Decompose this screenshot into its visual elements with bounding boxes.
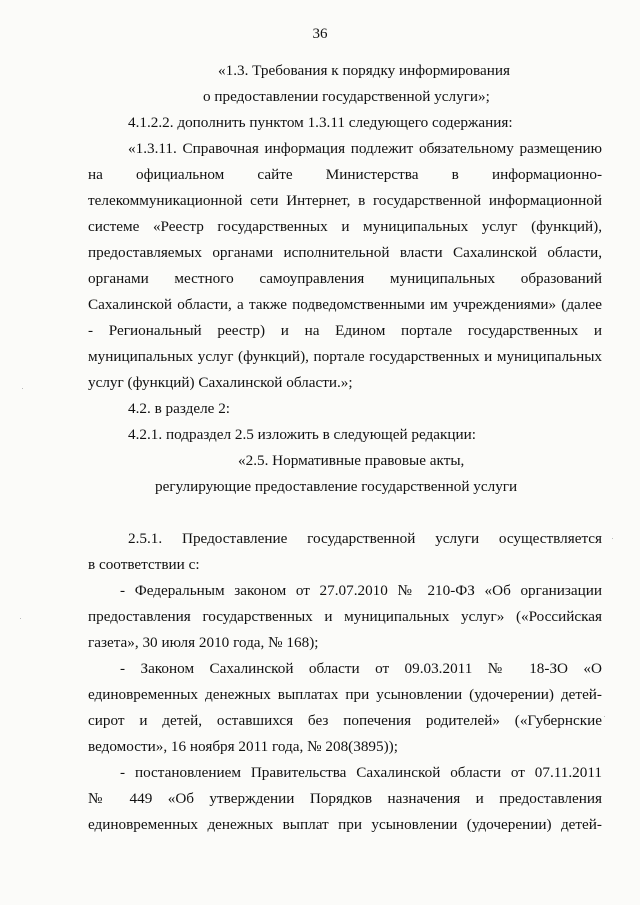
paragraph-1-3-11-line-5: предоставляемых органами исполнительной власти Сахалинской области,: [88, 244, 602, 261]
paragraph-2-5-1-line-2: в соответствии с:: [88, 556, 200, 573]
resolution-line-1: - постановлением Правительства Сахалинской области от 07.11.2011: [120, 764, 602, 781]
paragraph-4-1-2-2: 4.1.2.2. дополнить пунктом 1.3.11 следующего содержания:: [128, 114, 513, 131]
section-2-5-heading-line-1: «2.5. Нормативные правовые акты,: [238, 452, 465, 469]
scan-speck: [20, 618, 21, 619]
scan-speck: [22, 388, 23, 389]
paragraph-1-3-11-line-8: - Региональный реестр) и на Едином портале государственных и: [88, 322, 602, 339]
paragraph-1-3-11-line-2: на официальном сайте Министерства в информационно-: [88, 166, 602, 183]
quoted-heading-line-1: «1.3. Требования к порядку информирования: [218, 62, 510, 79]
section-2-5-heading-line-2: регулирующие предоставление государственной услуги: [155, 478, 518, 495]
regional-law-line-1: - Законом Сахалинской области от 09.03.2011 № 18-ЗО «О: [120, 660, 602, 677]
regional-law-line-2: единовременных денежных выплатах при усыновлении (удочерении) детей-: [88, 686, 602, 703]
page-number: 36: [312, 26, 328, 42]
scan-speck: [612, 538, 613, 539]
paragraph-1-3-11-line-10: услуг (функций) Сахалинской области.»;: [88, 374, 353, 391]
resolution-line-3: единовременных денежных выплат при усыновлении (удочерении) детей-: [88, 816, 602, 833]
resolution-line-2: № 449 «Об утверждении Порядков назначения и предоставления: [88, 790, 602, 807]
paragraph-2-5-1-line-1: 2.5.1. Предоставление государственной услуги осуществляется: [128, 530, 602, 547]
regional-law-line-4: ведомости», 16 ноября 2011 года, № 208(3895));: [88, 738, 398, 755]
federal-law-line-2: предоставления государственных и муниципальных услуг» («Российская: [88, 608, 602, 625]
federal-law-line-1: - Федеральным законом от 27.07.2010 № 210-ФЗ «Об организации: [120, 582, 602, 599]
paragraph-1-3-11-line-7: Сахалинской области, а также подведомственными им учреждениями» (далее: [88, 296, 602, 313]
paragraph-1-3-11-line-9: муниципальных услуг (функций), портале государственных и муниципальных: [88, 348, 602, 365]
paragraph-1-3-11-line-6: органами местного самоуправления муниципальных образований: [88, 270, 602, 287]
paragraph-1-3-11-line-4: системе «Реестр государственных и муниципальных услуг (функций),: [88, 218, 602, 235]
paragraph-1-3-11-line-3: телекоммуникационной сети Интернет, в государственной информационной: [88, 192, 602, 209]
scan-speck: [604, 716, 605, 717]
paragraph-4-2-1: 4.2.1. подраздел 2.5 изложить в следующей редакции:: [128, 426, 477, 443]
paragraph-1-3-11-line-1: «1.3.11. Справочная информация подлежит обязательному размещению: [128, 140, 602, 157]
federal-law-line-3: газета», 30 июля 2010 года, № 168);: [88, 634, 319, 651]
regional-law-line-3: сирот и детей, оставшихся без попечения родителей» («Губернские: [88, 712, 602, 729]
paragraph-4-2: 4.2. в разделе 2:: [128, 400, 231, 417]
quoted-heading-line-2: о предоставлении государственной услуги»;: [203, 88, 490, 105]
